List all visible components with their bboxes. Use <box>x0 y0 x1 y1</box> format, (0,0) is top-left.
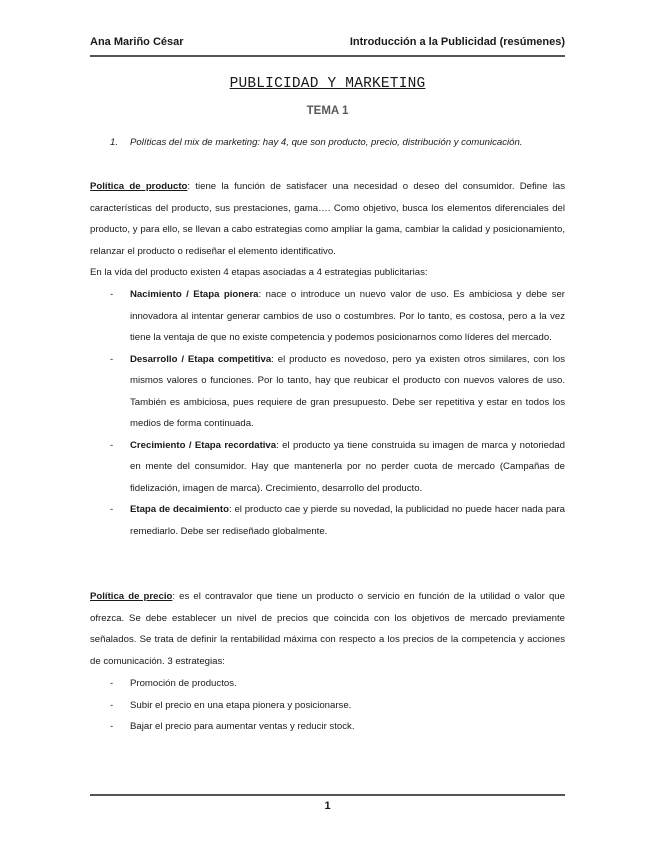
list-item <box>90 695 565 717</box>
dash-bullet: - <box>110 289 114 300</box>
strategy-text: Subir el precio en una etapa pionera y posicionarse. <box>130 699 352 711</box>
list-item <box>90 673 565 695</box>
list-item <box>90 435 565 500</box>
product-policy-section <box>90 176 565 284</box>
stage-name: Crecimiento / Etapa recordativa <box>130 439 277 451</box>
document-title: PUBLICIDAD Y MARKETING <box>229 76 426 92</box>
footer-divider <box>90 794 565 796</box>
stage-text: : el producto es novedoso, pero ya existen otros similares, con los mismos valores o funciones. Por lo tanto, hay que reubicar el producto con nuevos valores de uso. También es ambiciosa, pues requiere de gran presupuesto. Debe ser repetitiva y estar en todos los medios de forma continuada. <box>130 353 565 429</box>
item-text: Políticas del mix de marketing: hay 4, que son producto, precio, distribución y comunicación. <box>130 137 523 148</box>
stage-text: : el producto cae y pierde su novedad, la publicidad no puede hacer nada para remediarlo. Debe ser rediseñado globalmente. <box>130 504 566 537</box>
stage-name: Nacimiento / Etapa pionera <box>130 289 259 300</box>
dash-bullet: - <box>110 439 114 451</box>
dash-bullet: - <box>110 699 114 711</box>
strategy-text: Promoción de productos. <box>130 678 237 689</box>
header-divider <box>90 55 565 57</box>
dash-bullet: - <box>110 504 114 515</box>
product-policy-heading: Política de producto <box>90 181 188 192</box>
dash-bullet: - <box>110 721 114 732</box>
section-subtitle: TEMA 1 <box>306 105 349 117</box>
stage-name: Etapa de decaimiento <box>130 504 229 515</box>
stage-text: : nace o introduce un nuevo valor de uso. Es ambiciosa y debe ser innovadora al intentar generar cambios de uso o costumbres. Por lo tanto, es costosa, pero a la vez tiene la ventaja de que no existe competencia y podemos posicionarnos como líderes del mercado. <box>130 289 565 343</box>
item-number: 1. <box>110 137 119 148</box>
numbered-item <box>110 137 522 148</box>
lifecycle-intro: En la vida del producto existen 4 etapas asociadas a 4 estrategias publicitarias: <box>90 267 428 278</box>
lifecycle-stages-list <box>90 284 565 542</box>
product-policy-paragraph <box>90 176 565 262</box>
list-item <box>90 284 565 349</box>
list-item <box>90 716 565 738</box>
price-policy-heading: Política de precio <box>90 591 173 602</box>
strategy-text: Bajar el precio para aumentar ventas y reducir stock. <box>130 721 355 732</box>
price-strategies-list <box>90 673 565 738</box>
dash-bullet: - <box>110 678 114 689</box>
dash-bullet: - <box>110 353 114 365</box>
product-policy-intro: : tiene la función de satisfacer una necesidad o deseo del consumidor. Define las características del producto, sus prestaciones, gama…. Como objetivo, busca los elementos diferenciales del producto, y para ello, se llevan a cabo estrategias como ampliar la gama, cambiar la calidad y posicionamiento, relanzar el producto o rediseñar el elemento identificativo. <box>90 181 565 257</box>
stage-text: : el producto ya tiene construida su imagen de marca y notoriedad en mente del consumidor. Hay que mantenerla por no perder cuota de mercado (Campañas de fidelización, imagen de marca). Crecimiento, desarrollo del producto. <box>130 439 565 494</box>
price-policy-intro: : es el contravalor que tiene un producto o servicio en función de la utilidad o valor que ofrezca. Se debe establecer un nivel de precios que coincida con los objetivos de mercado previamente señalados. Se trata de definir la rentabilidad máxima con respecto a los precios de la competencia y acciones de comunicación. 3 estrategias: <box>90 591 565 667</box>
stage-name: Desarrollo / Etapa competitiva <box>130 353 272 365</box>
price-policy-section <box>90 586 565 672</box>
price-policy-paragraph <box>90 586 565 672</box>
list-item <box>90 499 565 542</box>
list-item <box>90 349 565 435</box>
page-number: 1 <box>324 800 331 812</box>
header-course: Introducción a la Publicidad (resúmenes) <box>349 36 565 48</box>
header-author: Ana Mariño César <box>90 36 184 48</box>
